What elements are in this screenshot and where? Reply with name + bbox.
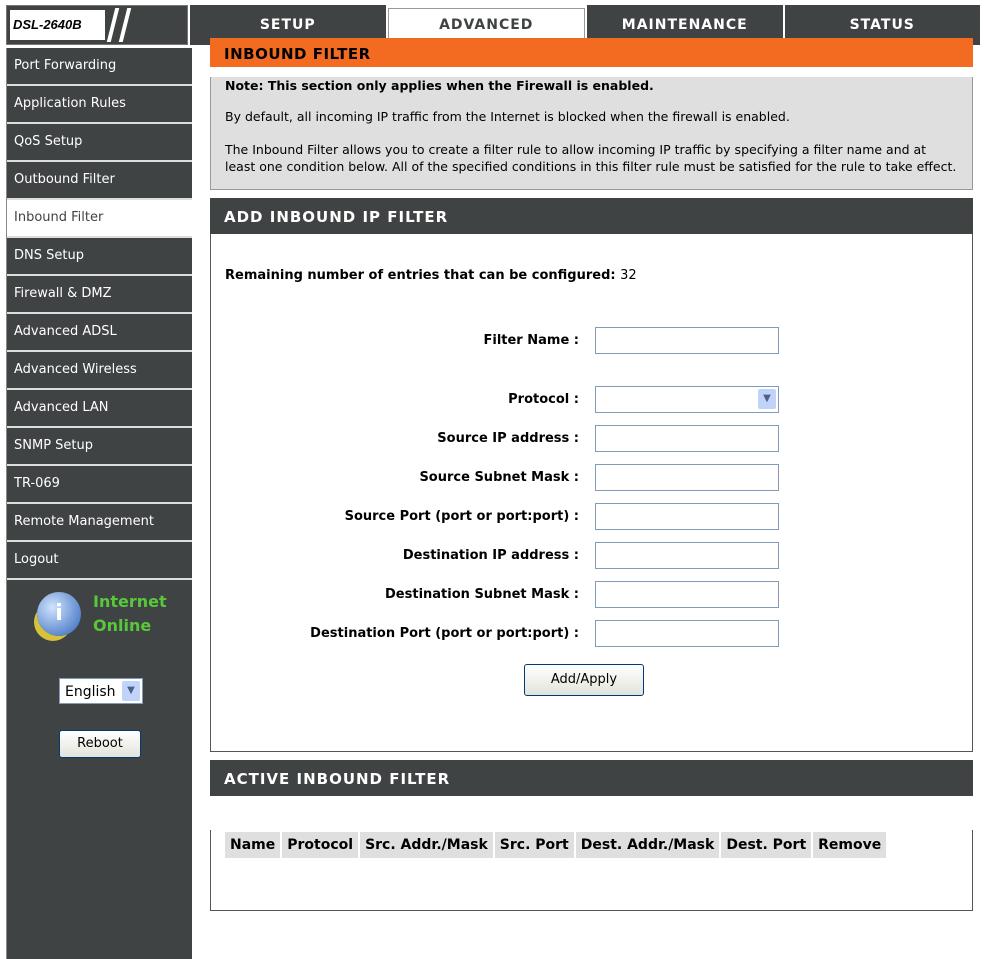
protocol-label: Protocol :	[508, 392, 579, 407]
sidebar-item-port-forwarding[interactable]: Port Forwarding	[7, 48, 192, 86]
info-paragraph: By default, all incoming IP traffic from the Internet is blocked when the firewall is enabled.	[225, 109, 790, 124]
dest-port-label: Destination Port (port or port:port) :	[310, 626, 579, 641]
filter-name-label: Filter Name :	[483, 333, 579, 348]
tab-maintenance[interactable]: MAINTENANCE	[587, 5, 783, 45]
add-apply-button[interactable]: Add/Apply	[524, 664, 644, 696]
main-content	[210, 38, 973, 911]
column-header: Src. Addr./Mask	[360, 832, 493, 858]
sidebar	[6, 48, 192, 959]
column-header: Remove	[813, 832, 886, 858]
active-filter-table	[223, 830, 888, 860]
active-filter-table-box	[210, 830, 973, 911]
add-filter-form	[210, 234, 973, 752]
language-value: English	[65, 684, 116, 700]
sidebar-item-logout[interactable]: Logout	[7, 542, 192, 580]
protocol-select[interactable]	[595, 386, 779, 413]
status-line1: Internet	[93, 592, 167, 611]
source-ip-label: Source IP address :	[437, 431, 579, 446]
reboot-button[interactable]: Reboot	[59, 730, 141, 758]
info-paragraph: The Inbound Filter allows you to create a filter rule to allow incoming IP traffic by specifying a filter name and at least one condition below. All of the specified conditions in this filter rule must be satisfied for the rule to take effect.	[225, 142, 957, 174]
sidebar-item-qos-setup[interactable]: QoS Setup	[7, 124, 192, 162]
tab-setup[interactable]: SETUP	[190, 5, 386, 45]
sidebar-item-application-rules[interactable]: Application Rules	[7, 86, 192, 124]
source-port-label: Source Port (port or port:port) :	[344, 509, 579, 524]
status-line2: Online	[93, 616, 152, 635]
language-select[interactable]	[59, 678, 143, 704]
sidebar-item-remote-management[interactable]: Remote Management	[7, 504, 192, 542]
logo-slash	[107, 8, 119, 42]
remaining-label: Remaining number of entries that can be configured:	[225, 268, 616, 283]
dest-ip-input[interactable]	[595, 542, 779, 569]
sidebar-item-dns-setup[interactable]: DNS Setup	[7, 238, 192, 276]
column-header: Dest. Addr./Mask	[576, 832, 720, 858]
add-filter-title: ADD INBOUND IP FILTER	[210, 198, 973, 234]
dest-port-input[interactable]	[595, 620, 779, 647]
sidebar-item-advanced-adsl[interactable]: Advanced ADSL	[7, 314, 192, 352]
info-globe-icon: i	[37, 592, 81, 636]
inbound-filter-info	[210, 77, 973, 190]
sidebar-item-inbound-filter[interactable]: Inbound Filter	[7, 200, 192, 238]
source-port-input[interactable]	[595, 503, 779, 530]
source-ip-input[interactable]	[595, 425, 779, 452]
sidebar-item-firewall-dmz[interactable]: Firewall & DMZ	[7, 276, 192, 314]
logo-slash	[119, 8, 131, 42]
sidebar-item-advanced-lan[interactable]: Advanced LAN	[7, 390, 192, 428]
inbound-filter-title: INBOUND FILTER	[210, 38, 973, 67]
column-header: Name	[225, 832, 280, 858]
sidebar-item-snmp-setup[interactable]: SNMP Setup	[7, 428, 192, 466]
column-header: Protocol	[282, 832, 358, 858]
column-header: Src. Port	[495, 832, 574, 858]
remaining-count: 32	[620, 268, 637, 283]
sidebar-item-outbound-filter[interactable]: Outbound Filter	[7, 162, 192, 200]
sidebar-item-advanced-wireless[interactable]: Advanced Wireless	[7, 352, 192, 390]
source-mask-label: Source Subnet Mask :	[419, 470, 579, 485]
dest-mask-label: Destination Subnet Mask :	[385, 587, 579, 602]
firewall-note: Note: This section only applies when the Firewall is enabled.	[225, 78, 654, 93]
dest-ip-label: Destination IP address :	[402, 548, 579, 563]
active-filter-title: ACTIVE INBOUND FILTER	[210, 760, 973, 796]
chevron-down-icon: ▼	[122, 681, 140, 701]
logo: DSL-2640B	[6, 5, 188, 45]
column-header: Dest. Port	[721, 832, 811, 858]
dest-mask-input[interactable]	[595, 581, 779, 608]
tab-advanced[interactable]: ADVANCED	[388, 8, 586, 42]
tab-status[interactable]: STATUS	[785, 5, 981, 45]
chevron-down-icon: ▼	[758, 389, 776, 409]
filter-name-input[interactable]	[595, 327, 779, 354]
internet-status	[37, 590, 192, 638]
sidebar-item-tr-069[interactable]: TR-069	[7, 466, 192, 504]
source-mask-input[interactable]	[595, 464, 779, 491]
